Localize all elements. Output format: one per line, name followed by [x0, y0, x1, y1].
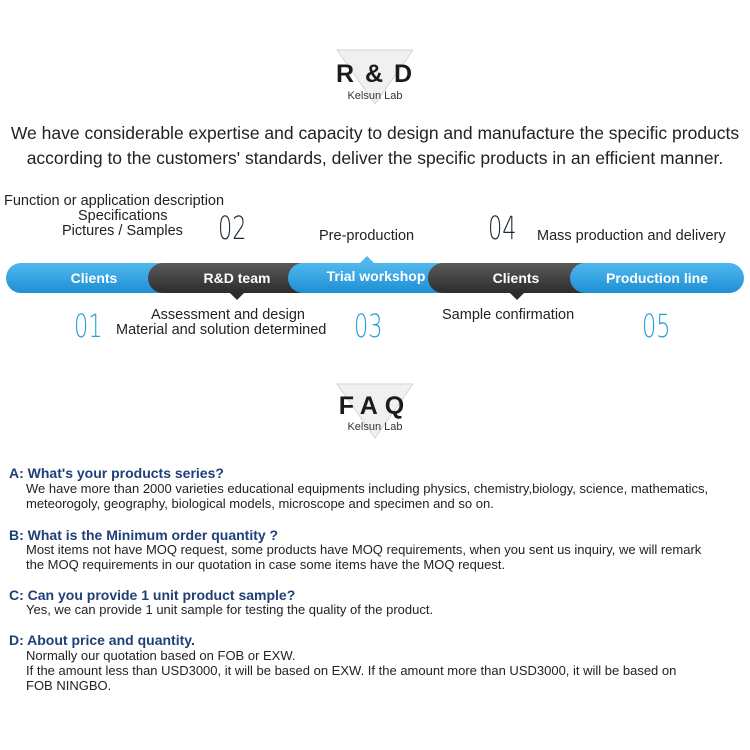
step-03-line-1: Assessment and design	[151, 307, 305, 323]
rd-title: R & D	[335, 60, 415, 88]
faq-subtitle: Kelsun Lab	[347, 421, 403, 433]
rd-subtitle: Kelsun Lab	[347, 90, 403, 102]
step-02-line-2: Specifications	[78, 208, 168, 224]
step-number-01: 01	[74, 307, 103, 345]
step-02-line-1: Function or application description	[4, 193, 225, 209]
intro-paragraph	[0, 121, 750, 171]
faq-answer-line: If the amount less than USD3000, it will be based on EXW. If the amount more than USD3000, it will be based on	[26, 663, 677, 678]
step-02-line-3: Pictures / Samples	[62, 223, 183, 239]
faq-answer-line: Yes, we can provide 1 unit sample for testing the quality of the product.	[26, 602, 434, 617]
step-number-04: 04	[488, 209, 517, 247]
step-04-line-1: Pre-production	[319, 228, 415, 244]
pill-rd-team: R&D team	[148, 263, 326, 293]
step-number-03: 03	[354, 307, 383, 345]
faq-answer-line: meteorogoly, geography, biological models, microscope and specimen and so on.	[26, 496, 494, 511]
faq-question: B: What is the Minimum order quantity ?	[9, 527, 279, 543]
faq-answer-line: Normally our quotation based on FOB or EXW.	[26, 648, 296, 663]
intro-line-2: according to the customers' standards, deliver the specific products in an efficient manner.	[26, 148, 724, 168]
faq-question: D: About price and quantity.	[9, 632, 195, 648]
faq-answer-line: the MOQ requirements in our quotation in case some items have the MOQ request.	[26, 557, 506, 572]
step-number-05: 05	[642, 307, 671, 345]
faq-heading	[275, 382, 475, 442]
rd-heading	[275, 48, 475, 108]
faq-question: A: What's your products series?	[9, 465, 224, 481]
faq-answer-line: FOB NINGBO.	[26, 678, 112, 693]
pill-trial-workshop: Trial workshop	[288, 263, 464, 293]
intro-line-1: We have considerable expertise and capacity to design and manufacture the specific products	[10, 123, 740, 143]
step-05-line-1: Sample confirmation	[442, 307, 575, 323]
step-03-line-2: Material and solution determined	[116, 322, 327, 338]
faq-answer-line: We have more than 2000 varieties educational equipments including physics, chemistry,biology, science, mathematics,	[26, 481, 709, 496]
faq-title: FAQ	[338, 392, 412, 420]
faq-question: C: Can you provide 1 unit product sample?	[9, 587, 296, 603]
pill-rd-team-pointer	[230, 293, 244, 300]
pill-clients-2: Clients	[428, 263, 604, 293]
pill-trial-workshop-pointer	[360, 256, 374, 263]
step-number-02: 02	[218, 209, 247, 247]
pill-clients-2-pointer	[510, 293, 524, 300]
pill-production-line: Production line	[570, 263, 744, 293]
faq-answer-line: Most items not have MOQ request, some products have MOQ requirements, when you sent us inquiry, we will remark	[26, 542, 702, 557]
step-04-line-2: Mass production and delivery	[537, 228, 726, 244]
pill-clients-1: Clients	[6, 263, 182, 293]
